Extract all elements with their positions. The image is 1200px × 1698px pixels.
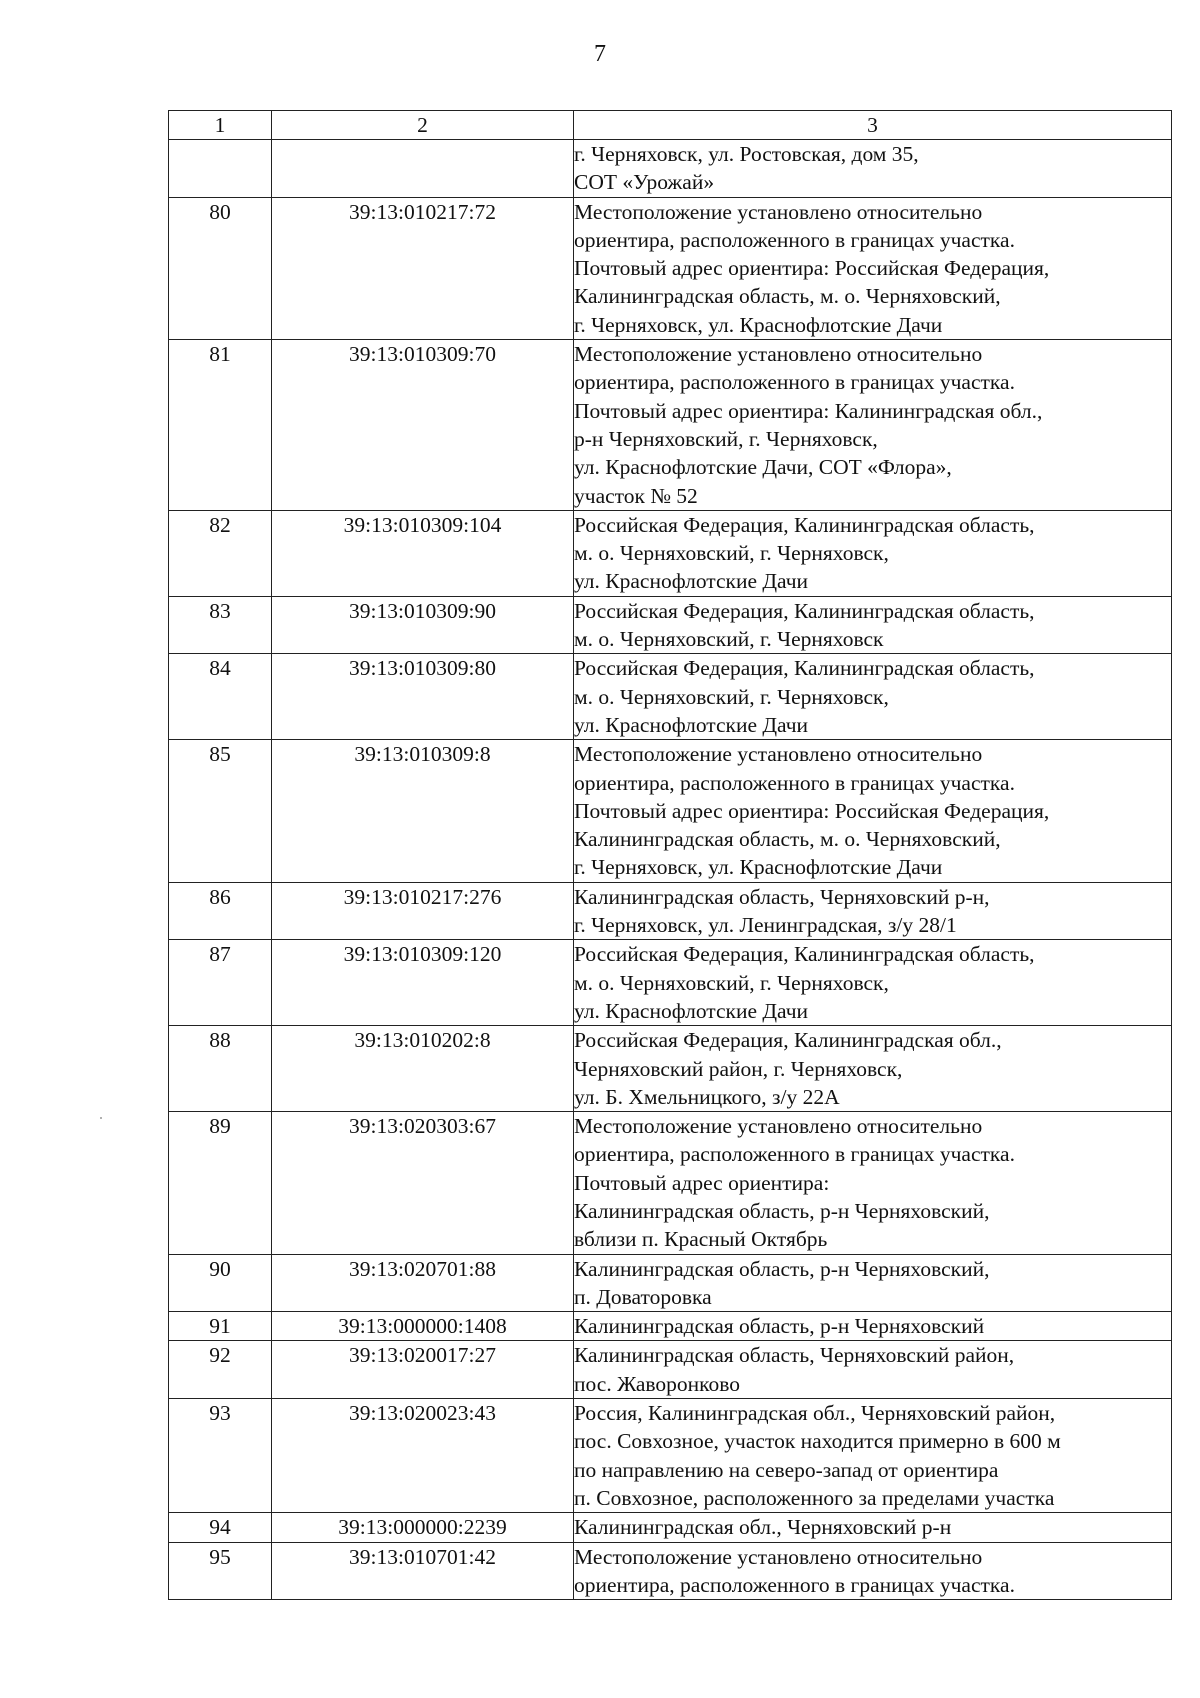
table-row — [169, 140, 1172, 198]
address-line: Черняховский район, г. Черняховск, — [574, 1056, 903, 1081]
table-row — [169, 940, 1172, 1026]
address-line: ул. Краснофлотские Дачи — [574, 569, 809, 594]
address-line: ориентира, расположенного в границах участка. — [574, 1142, 1015, 1167]
address-line: ориентира, расположенного в границах участка. — [574, 370, 1015, 395]
address-line: пос. Жаворонково — [574, 1371, 740, 1396]
row-number: 85 — [169, 740, 272, 882]
row-number: 82 — [169, 510, 272, 596]
address-line: г. Черняховск, ул. Ростовская, дом 35, — [574, 142, 919, 166]
table-row — [169, 1542, 1172, 1600]
table-row — [169, 197, 1172, 339]
table-row — [169, 1312, 1172, 1341]
location-description — [574, 940, 1172, 1026]
address-line: Российская Федерация, Калининградская обл., — [574, 1028, 1002, 1053]
cadastral-number: 39:13:010309:80 — [272, 654, 574, 740]
row-number: 91 — [169, 1312, 272, 1341]
address-line: ул. Краснофлотские Дачи — [574, 712, 809, 737]
address-line: г. Черняховск, ул. Ленинградская, з/у 28/1 — [574, 913, 957, 938]
address-line: г. Черняховск, ул. Краснофлотские Дачи — [574, 312, 943, 337]
address-line: Россия, Калининградская обл., Черняховский район, — [574, 1401, 1056, 1426]
table-row — [169, 1254, 1172, 1312]
cadastral-number: 39:13:010309:8 — [272, 740, 574, 882]
address-line: г. Черняховск, ул. Краснофлотские Дачи — [574, 855, 943, 880]
row-number: 87 — [169, 940, 272, 1026]
location-description — [574, 596, 1172, 654]
address-line: Местоположение установлено относительно — [574, 199, 983, 224]
address-line: Почтовый адрес ориентира: Калининградская обл., — [574, 398, 1043, 423]
row-number: 88 — [169, 1026, 272, 1112]
cadastral-number: 39:13:010309:120 — [272, 940, 574, 1026]
table-row — [169, 1026, 1172, 1112]
location-description — [574, 1513, 1172, 1542]
address-line: м. о. Черняховский, г. Черняховск, — [574, 970, 889, 995]
address-line: СОТ «Урожай» — [574, 170, 715, 195]
cadastral-number: 39:13:020023:43 — [272, 1399, 574, 1513]
address-line: м. о. Черняховский, г. Черняховск — [574, 627, 884, 652]
address-line: ул. Краснофлотские Дачи, СОТ «Флора», — [574, 455, 952, 480]
location-description — [574, 340, 1172, 511]
address-line: Российская Федерация, Калининградская область, — [574, 598, 1035, 623]
cadastral-number: 39:13:010701:42 — [272, 1542, 574, 1600]
address-line: Калининградская обл., Черняховский р-н — [574, 1515, 952, 1540]
cadastral-number: 39:13:010309:70 — [272, 340, 574, 511]
address-line: Калининградская область, р-н Черняховский, — [574, 1256, 990, 1281]
cadastral-number: 39:13:020701:88 — [272, 1254, 574, 1312]
row-number: 81 — [169, 340, 272, 511]
cadastral-number: 39:13:020017:27 — [272, 1341, 574, 1399]
row-number: 89 — [169, 1112, 272, 1254]
address-line: м. о. Черняховский, г. Черняховск, — [574, 541, 889, 566]
column-header-cadastral: 2 — [272, 111, 574, 140]
address-line: м. о. Черняховский, г. Черняховск, — [574, 684, 889, 709]
land-plot-table — [168, 110, 1172, 1600]
location-description — [574, 1341, 1172, 1399]
address-line: ул. Б. Хмельницкого, з/у 22А — [574, 1084, 840, 1109]
cadastral-number: 39:13:010202:8 — [272, 1026, 574, 1112]
table-row — [169, 1341, 1172, 1399]
address-line: Местоположение установлено относительно — [574, 342, 983, 367]
address-line: по направлению на северо-запад от ориентира — [574, 1457, 999, 1482]
address-line: Российская Федерация, Калининградская область, — [574, 512, 1035, 537]
location-description — [574, 1399, 1172, 1513]
cadastral-number: 39:13:000000:1408 — [272, 1312, 574, 1341]
address-line: Калининградская область, Черняховский район, — [574, 1343, 1015, 1368]
address-line: ориентира, расположенного в границах участка. — [574, 227, 1015, 252]
scan-speck — [100, 1117, 102, 1119]
page-number: 7 — [594, 41, 606, 67]
address-line: Российская Федерация, Калининградская область, — [574, 656, 1035, 681]
cadastral-number: 39:13:010217:72 — [272, 197, 574, 339]
address-line: Калининградская область, р-н Черняховский, — [574, 1198, 990, 1223]
column-header-number: 1 — [169, 111, 272, 140]
location-description — [574, 197, 1172, 339]
address-line: ориентира, расположенного в границах участка. — [574, 1572, 1015, 1597]
row-number: 95 — [169, 1542, 272, 1600]
cadastral-number: 39:13:000000:2239 — [272, 1513, 574, 1542]
table-row — [169, 740, 1172, 882]
location-description — [574, 1542, 1172, 1600]
row-number — [169, 140, 272, 198]
table-row — [169, 1399, 1172, 1513]
address-line: Калининградская область, Черняховский р-н, — [574, 884, 990, 909]
table-row — [169, 510, 1172, 596]
address-line: Местоположение установлено относительно — [574, 742, 983, 767]
address-line: Почтовый адрес ориентира: Российская Федерация, — [574, 256, 1050, 281]
table-row — [169, 654, 1172, 740]
address-line: ориентира, расположенного в границах участка. — [574, 770, 1015, 795]
address-line: ул. Краснофлотские Дачи — [574, 998, 809, 1023]
cadastral-number: 39:13:010217:276 — [272, 882, 574, 940]
table-row — [169, 596, 1172, 654]
address-line: Почтовый адрес ориентира: Российская Федерация, — [574, 798, 1050, 823]
cadastral-number — [272, 140, 574, 198]
location-description — [574, 740, 1172, 882]
table-row — [169, 1112, 1172, 1254]
column-header-address: 3 — [574, 111, 1172, 140]
location-description — [574, 654, 1172, 740]
address-line: пос. Совхозное, участок находится примерно в 600 м — [574, 1429, 1061, 1454]
row-number: 84 — [169, 654, 272, 740]
address-line: п. Доваторовка — [574, 1284, 712, 1309]
address-line: Калининградская область, р-н Черняховский — [574, 1314, 985, 1339]
location-description — [574, 1026, 1172, 1112]
row-number: 80 — [169, 197, 272, 339]
table-header-row — [169, 111, 1172, 140]
location-description — [574, 1312, 1172, 1341]
address-line: Местоположение установлено относительно — [574, 1114, 983, 1139]
address-line: Местоположение установлено относительно — [574, 1544, 983, 1569]
row-number: 83 — [169, 596, 272, 654]
cadastral-number: 39:13:010309:104 — [272, 510, 574, 596]
row-number: 90 — [169, 1254, 272, 1312]
cadastral-number: 39:13:020303:67 — [272, 1112, 574, 1254]
location-description — [574, 510, 1172, 596]
address-line: участок № 52 — [574, 483, 698, 508]
address-line: п. Совхозное, расположенного за пределами участка — [574, 1485, 1055, 1510]
location-description — [574, 140, 1172, 198]
address-line: Калининградская область, м. о. Черняховский, — [574, 827, 1001, 852]
address-line: вблизи п. Красный Октябрь — [574, 1227, 828, 1252]
table-row — [169, 882, 1172, 940]
location-description — [574, 1112, 1172, 1254]
row-number: 86 — [169, 882, 272, 940]
address-line: Российская Федерация, Калининградская область, — [574, 942, 1035, 967]
address-line: р-н Черняховский, г. Черняховск, — [574, 426, 878, 451]
table-row — [169, 1513, 1172, 1542]
row-number: 92 — [169, 1341, 272, 1399]
row-number: 94 — [169, 1513, 272, 1542]
table-row — [169, 340, 1172, 511]
location-description — [574, 1254, 1172, 1312]
address-line: Почтовый адрес ориентира: — [574, 1170, 830, 1195]
address-line: Калининградская область, м. о. Черняховский, — [574, 284, 1001, 309]
cadastral-number: 39:13:010309:90 — [272, 596, 574, 654]
location-description — [574, 882, 1172, 940]
row-number: 93 — [169, 1399, 272, 1513]
